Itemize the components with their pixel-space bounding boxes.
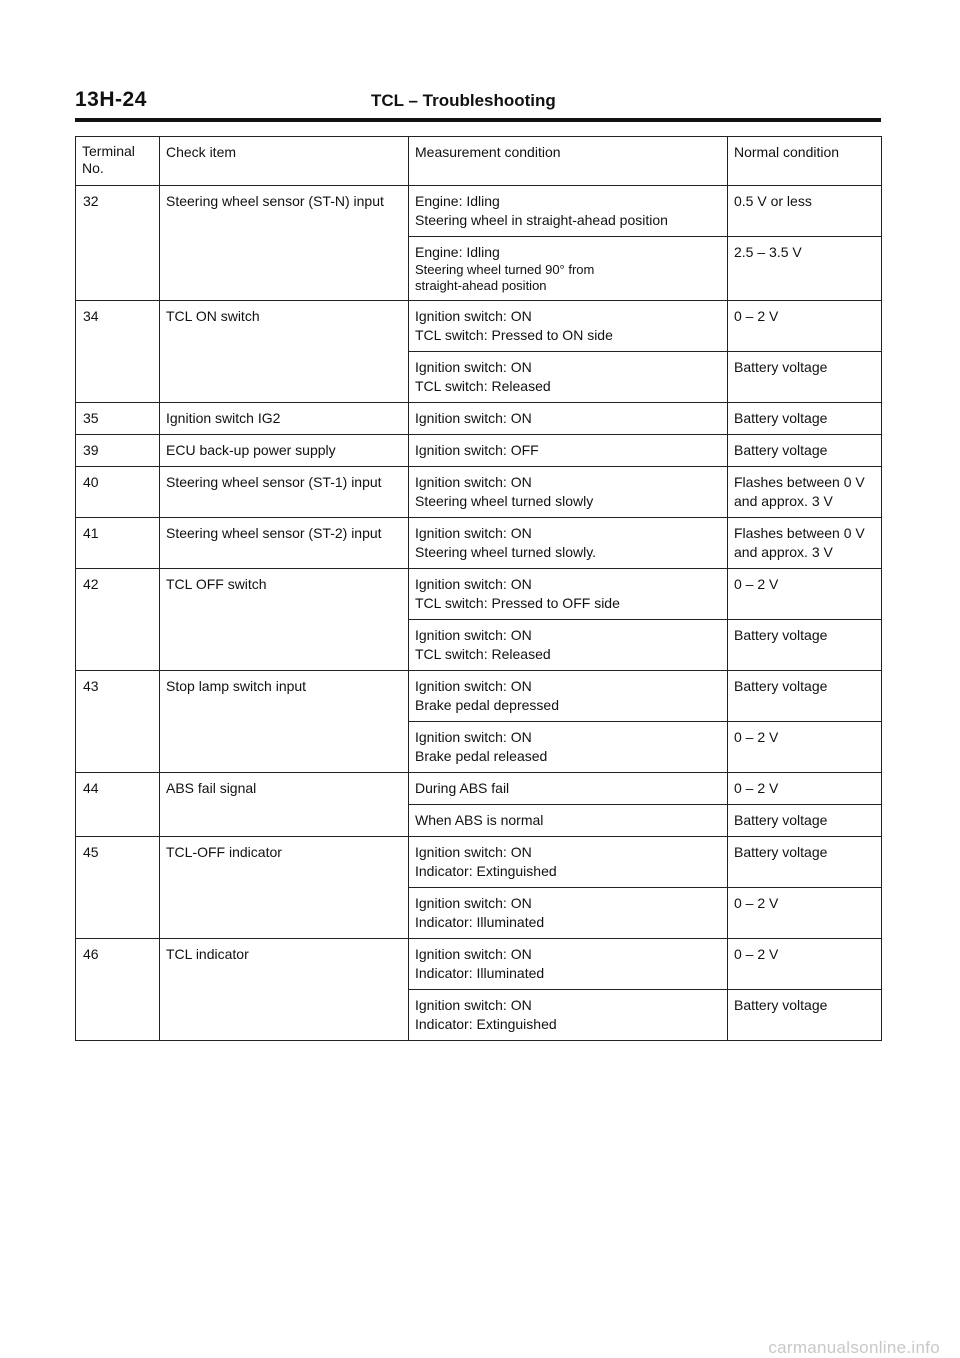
normal-condition-cell: Battery voltage: [728, 990, 882, 1041]
normal-condition-cell: Battery voltage: [728, 671, 882, 722]
condition-line: Indicator: Extinguished: [415, 1016, 557, 1032]
condition-line: Ignition switch: ON: [415, 359, 532, 375]
terminal-number-cell: 34: [76, 301, 160, 403]
header-rule: [75, 118, 881, 122]
check-item-cell: TCL-OFF indicator: [160, 837, 409, 939]
measurement-condition-cell: [409, 990, 728, 1041]
condition-line: Ignition switch: ON: [415, 308, 532, 324]
normal-condition-cell: Flashes between 0 V and approx. 3 V: [728, 467, 882, 518]
condition-line: Ignition switch: ON: [415, 525, 532, 541]
measurement-condition-cell: [409, 352, 728, 403]
condition-line: Ignition switch: ON: [415, 729, 532, 745]
terminal-number-cell: 39: [76, 435, 160, 467]
condition-line: During ABS fail: [415, 780, 510, 796]
normal-condition-cell: Battery voltage: [728, 352, 882, 403]
condition-line: TCL switch: Pressed to ON side: [415, 327, 613, 343]
condition-line: TCL switch: Released: [415, 646, 551, 662]
condition-line: Ignition switch: ON: [415, 678, 532, 694]
normal-condition-cell: Battery voltage: [728, 837, 882, 888]
table-row: [76, 467, 882, 518]
column-header-measurement-condition: Measurement condition: [409, 137, 728, 186]
terminal-number-cell: 41: [76, 518, 160, 569]
check-item-cell: Steering wheel sensor (ST-1) input: [160, 467, 409, 518]
page-title: TCL – Troubleshooting: [371, 91, 556, 110]
column-header-terminal: Terminal No.: [76, 137, 160, 186]
column-header-check-item: Check item: [160, 137, 409, 186]
table-row: [76, 301, 882, 352]
page-number: 13H-24: [75, 88, 147, 111]
check-item-cell: Steering wheel sensor (ST-2) input: [160, 518, 409, 569]
table-row: [76, 518, 882, 569]
normal-condition-cell: Battery voltage: [728, 805, 882, 837]
terminal-number-cell: 35: [76, 403, 160, 435]
condition-line: Ignition switch: OFF: [415, 442, 539, 458]
check-item-cell: TCL OFF switch: [160, 569, 409, 671]
normal-condition-cell: Battery voltage: [728, 620, 882, 671]
column-header-normal-condition: Normal condition: [728, 137, 882, 186]
measurement-condition-cell: [409, 671, 728, 722]
measurement-condition-cell: [409, 620, 728, 671]
measurement-condition-cell: [409, 805, 728, 837]
condition-line: Brake pedal released: [415, 748, 548, 764]
condition-line: Indicator: Extinguished: [415, 863, 557, 879]
condition-line: When ABS is normal: [415, 812, 544, 828]
condition-line: Ignition switch: ON: [415, 627, 532, 643]
measurement-condition-cell: [409, 569, 728, 620]
condition-line: straight-ahead position: [415, 278, 547, 293]
measurement-condition-cell: [409, 403, 728, 435]
condition-line: Steering wheel turned 90° from: [415, 262, 595, 277]
normal-condition-cell: 2.5 – 3.5 V: [728, 237, 882, 301]
normal-condition-cell: 0 – 2 V: [728, 301, 882, 352]
measurement-condition-cell: [409, 722, 728, 773]
normal-condition-cell: 0 – 2 V: [728, 722, 882, 773]
check-item-cell: Steering wheel sensor (ST-N) input: [160, 186, 409, 301]
watermark-text: carmanualsonline.info: [768, 1338, 940, 1357]
measurement-condition-cell: [409, 939, 728, 990]
condition-line: Engine: Idling: [415, 193, 500, 209]
terminal-number-cell: 44: [76, 773, 160, 837]
terminal-check-table: [75, 136, 882, 1041]
measurement-condition-cell: [409, 518, 728, 569]
check-item-cell: ABS fail signal: [160, 773, 409, 837]
table-row: [76, 569, 882, 620]
condition-line: Steering wheel turned slowly.: [415, 544, 597, 560]
table-row: [76, 939, 882, 990]
normal-condition-cell: Flashes between 0 V and approx. 3 V: [728, 518, 882, 569]
normal-condition-cell: 0 – 2 V: [728, 773, 882, 805]
condition-line: Ignition switch: ON: [415, 844, 532, 860]
normal-condition-cell: Battery voltage: [728, 403, 882, 435]
measurement-condition-cell: [409, 888, 728, 939]
condition-line: TCL switch: Released: [415, 378, 551, 394]
terminal-number-cell: 42: [76, 569, 160, 671]
terminal-number-cell: 40: [76, 467, 160, 518]
table-row: [76, 186, 882, 237]
measurement-condition-cell: [409, 301, 728, 352]
table-row: [76, 435, 882, 467]
condition-line: Engine: Idling: [415, 244, 500, 260]
condition-line: Ignition switch: ON: [415, 946, 532, 962]
page-header: [75, 88, 881, 120]
check-item-cell: TCL indicator: [160, 939, 409, 1041]
table-body: [76, 186, 882, 1041]
check-item-cell: ECU back-up power supply: [160, 435, 409, 467]
terminal-number-cell: 45: [76, 837, 160, 939]
condition-line: Steering wheel in straight-ahead position: [415, 212, 668, 228]
check-item-cell: Stop lamp switch input: [160, 671, 409, 773]
condition-line: TCL switch: Pressed to OFF side: [415, 595, 620, 611]
normal-condition-cell: 0 – 2 V: [728, 569, 882, 620]
condition-line: Ignition switch: ON: [415, 410, 532, 426]
check-item-cell: TCL ON switch: [160, 301, 409, 403]
normal-condition-cell: 0 – 2 V: [728, 939, 882, 990]
condition-line: Brake pedal depressed: [415, 697, 559, 713]
table-row: [76, 837, 882, 888]
measurement-condition-cell: [409, 837, 728, 888]
condition-line: Ignition switch: ON: [415, 895, 532, 911]
terminal-number-cell: 43: [76, 671, 160, 773]
measurement-condition-cell: [409, 467, 728, 518]
condition-line: Indicator: Illuminated: [415, 965, 545, 981]
check-item-cell: Ignition switch IG2: [160, 403, 409, 435]
terminal-number-cell: 32: [76, 186, 160, 301]
normal-condition-cell: Battery voltage: [728, 435, 882, 467]
table-row: [76, 671, 882, 722]
measurement-condition-cell: [409, 186, 728, 237]
condition-line: Ignition switch: ON: [415, 474, 532, 490]
normal-condition-cell: 0 – 2 V: [728, 888, 882, 939]
table-row: [76, 403, 882, 435]
measurement-condition-cell: [409, 773, 728, 805]
condition-line: Indicator: Illuminated: [415, 914, 545, 930]
measurement-condition-cell: [409, 435, 728, 467]
measurement-condition-cell: [409, 237, 728, 301]
table-header-row: [76, 137, 882, 186]
terminal-number-cell: 46: [76, 939, 160, 1041]
normal-condition-cell: 0.5 V or less: [728, 186, 882, 237]
condition-line: Ignition switch: ON: [415, 576, 532, 592]
condition-line: Steering wheel turned slowly: [415, 493, 594, 509]
condition-line: Ignition switch: ON: [415, 997, 532, 1013]
table-row: [76, 773, 882, 805]
